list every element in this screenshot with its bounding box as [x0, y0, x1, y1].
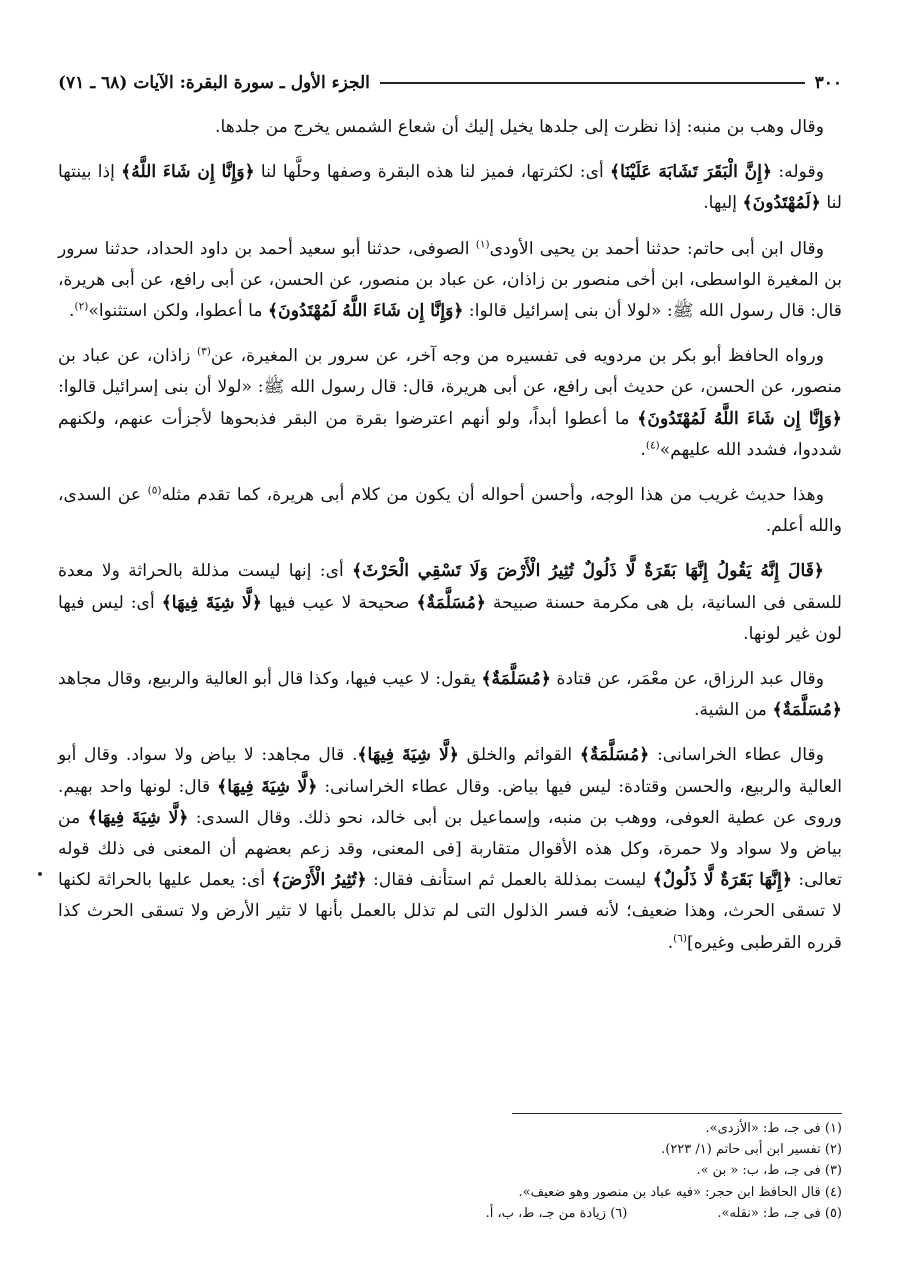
paragraph-5: [58, 480, 842, 542]
quran-quote: ﴿قَالَ إِنَّهُ يَقُولُ إِنَّهَا بَقَرَةٌ لَّا ذَلُولٌ تُثِيرُ الْأَرْضَ وَلَا تَسْقِي الْحَرْثَ﴾: [352, 561, 824, 582]
quran-quote: ﴿لَمُهْتَدُونَ﴾: [742, 193, 821, 214]
paragraph-2: [58, 157, 842, 219]
paragraph-7: [58, 664, 842, 726]
text: وقال ابن أبى حاتم: حدثنا أحمد بن يحيى الأودى: [489, 238, 824, 259]
header-title: الجزء الأول ـ سورة البقرة: الآيات (٦٨ ـ ٧١): [58, 73, 370, 93]
text: ليست بمذللة بالعمل ثم استأنف فقال:: [366, 870, 653, 891]
quran-quote: ﴿إِنَّهَا بَقَرَةٌ لَّا ذَلُولٌ﴾: [652, 870, 793, 891]
header-rule: [380, 82, 805, 84]
text: .: [667, 932, 674, 953]
text: ما أعطوا أبداً، ولو أنهم اعترضوا بقرة من البقر فذبحوها لأجزأت عنهم، ولكنهم شددوا، فشدد الله عليهم»: [58, 408, 842, 460]
quran-quote: ﴿لَّا شِيَةَ فِيهَا﴾: [217, 776, 318, 797]
quran-quote: ﴿لَّا شِيَةَ فِيهَا﴾: [87, 807, 189, 828]
running-header: [58, 68, 842, 98]
quran-quote: ﴿وَإِنَّا إِن شَاءَ اللَّهُ﴾: [121, 162, 255, 183]
footnote-4: (٤) قال الحافظ ابن حجر: «فيه عباد بن منصور وهو ضعيف».: [518, 1184, 842, 1200]
text: وقوله:: [772, 162, 824, 183]
footnote-5: (٥) فى جـ، ط: «نقله».: [717, 1205, 842, 1221]
footnote-2: (٢) تفسير ابن أبى حاتم (١/ ٢٢٣).: [661, 1142, 842, 1158]
text: أى: يعمل عليها بالحراثة لكنها لا تسقى الحرث، وهذا ضعيف؛ لأنه فسر الذلول التى لم تذلل بالعمل بأنها لا تثير الأرض ولا تسقى الحرث كذا قرره القرطبى وغيره]: [58, 870, 842, 953]
text: أى: لكثرتها، فميز لنا هذه البقرة وصفها وحلَّها لنا: [254, 162, 611, 183]
text: أى: ليس فيها لون غير لونها.: [58, 592, 842, 644]
text: الصوفى، حدثنا أبو سعيد أحمد بن داود الحداد، حدثنا سرور بن المغيرة الواسطى، ابن أخى منصور بن زاذان، عن عباد بن منصور، عن الحسن، عن أبى رافع، عن أبى هريرة، قال: قال رسول الله ﷺ: «لولا أن بنى إسرائيل قالوا:: [58, 238, 842, 322]
quran-quote: ﴿لَّا شِيَةَ فِيهَا﴾: [161, 592, 262, 613]
quran-quote: ﴿وَإِنَّا إِن شَاءَ اللَّهُ لَمُهْتَدُونَ﴾: [637, 408, 842, 429]
text: من الشية.: [694, 700, 773, 721]
quran-quote: ﴿مُسَلَّمَةٌ﴾: [579, 745, 650, 766]
quran-quote: ﴿وَإِنَّا إِن شَاءَ اللَّهُ لَمُهْتَدُونَ﴾: [268, 301, 464, 322]
scan-speck: [38, 872, 42, 876]
footnotes: [412, 1118, 842, 1224]
text: يقول: لا عيب فيها، وكذا قال أبو العالية والربيع، وقال مجاهد: [58, 669, 482, 690]
quran-quote: ﴿تُثِيرُ الْأَرْضَ﴾: [271, 870, 367, 891]
text: وقال عطاء الخراسانى:: [649, 745, 824, 766]
paragraph-3: [58, 234, 842, 328]
text: إليها.: [703, 193, 743, 214]
text: وقال عبد الرزاق، عن معْمَر، عن قتادة: [550, 669, 825, 690]
footnote-ref-4[interactable]: (٤): [645, 439, 660, 452]
quran-quote: ﴿مُسَلَّمَةٌ﴾: [772, 700, 842, 721]
text: أى: إنها ليست مذللة بالحراثة ولا معدة للسقى فى السانية، بل هى مكرمة حسنة صبيحة: [58, 561, 843, 613]
text: صحيحة لا عيب فيها: [261, 592, 417, 613]
footnote-ref-6[interactable]: (٦): [673, 931, 688, 944]
footnote-ref-2[interactable]: (٢): [74, 300, 89, 313]
paragraph-1: [58, 112, 842, 143]
footnote-6: (٦) زيادة من جـ، ط، ب، أ.: [485, 1205, 628, 1221]
text: قال: لونها واحد بهيم. وروى عن عطية العوفى، ووهب بن منبه، وإسماعيل بن أبى خالد، نحو ذلك. وقال السدى:: [58, 776, 842, 828]
main-text: [58, 112, 842, 973]
text: .: [69, 301, 75, 322]
text: عن السدى، والله أعلم.: [58, 485, 842, 537]
footnote-row: [412, 1203, 842, 1224]
text: من بياض ولا سواد ولا حمرة، وكل هذه الأقوال متقاربة [فى المعنى، وقد زعم بعضهم أن المعنى فى ذلك قوله تعالى:: [58, 807, 842, 891]
text: ورواه الحافظ أبو بكر بن مردويه فى تفسيره من وجه آخر، عن سرور بن المغيرة، عن: [210, 346, 825, 367]
footnote-1: (١) فى جـ، ط: «الأزدى».: [705, 1121, 842, 1136]
text: القوائم والخلق: [458, 745, 580, 766]
paragraph-8: [58, 740, 842, 958]
quran-quote: ﴿مُسَلَّمَةٌ﴾: [416, 592, 486, 613]
text: وهذا حديث غريب من هذا الوجه، وأحسن أحواله أن يكون من كلام أبى هريرة، كما تقدم مثله: [161, 485, 824, 506]
page-number: ٣٠٠: [814, 73, 842, 93]
footnote-ref-1[interactable]: (١): [475, 237, 490, 250]
footnote-divider: [512, 1113, 842, 1114]
text: إذا بينتها لنا: [58, 162, 842, 214]
quran-quote: ﴿إِنَّ الْبَقَرَ تَشَابَهَ عَلَيْنَا﴾: [610, 162, 773, 183]
paragraph-4: [58, 341, 842, 466]
footnote-ref-5[interactable]: (٥): [147, 484, 162, 497]
text: . قال مجاهد: لا بياض ولا سواد. وقال أبو العالية والربيع، والحسن وقتادة: ليس فيها بياض. وقال عطاء الخراسانى:: [58, 745, 842, 797]
footnote-3: (٣) فى جـ، ط، ب: « بن ».: [696, 1163, 842, 1179]
paragraph-6: [58, 556, 842, 650]
text: ما أعطوا، ولكن استثنوا»: [88, 301, 269, 322]
text: وقال وهب بن منبه: إذا نظرت إلى جلدها يخيل إليك أن شعاع الشمس يخرج من جلدها.: [215, 117, 824, 137]
text: .: [640, 439, 646, 460]
text: زاذان، عن عباد بن منصور، عن الحسن، عن حديث أبى رافع، عن أبى هريرة، قال: قال رسول الله ﷺ: «لولا أن بنى إسرائيل قالوا:: [58, 346, 842, 398]
quran-quote: ﴿مُسَلَّمَةٌ﴾: [481, 669, 551, 690]
quran-quote: ﴿لَّا شِيَةَ فِيهَا﴾: [357, 745, 459, 766]
footnote-ref-3[interactable]: (٣): [196, 345, 211, 358]
